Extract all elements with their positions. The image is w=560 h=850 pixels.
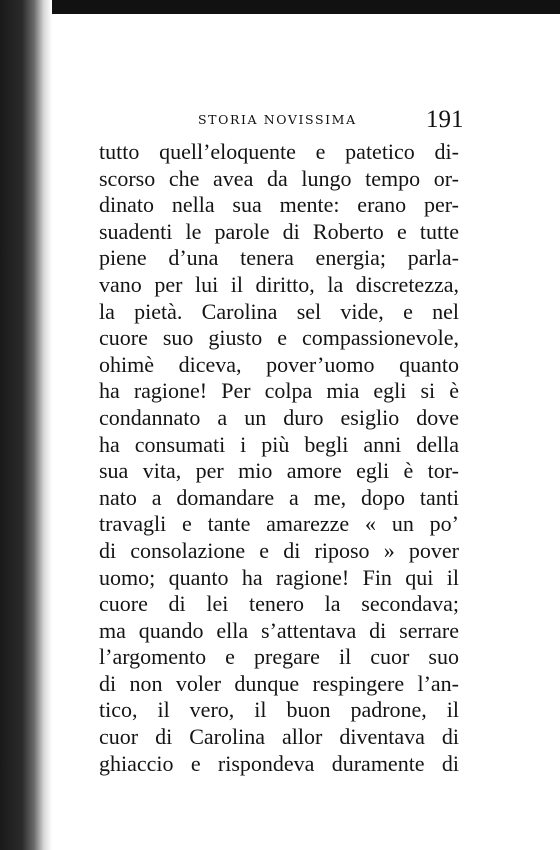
text-line: condannato a un duro esiglio dove: [99, 404, 459, 430]
text-line: nato a domandare a me, dopo tanti: [99, 484, 459, 510]
text-line: di consolazione e di riposo » pover: [99, 537, 459, 563]
text-line: suadenti le parole di Roberto e tutte: [99, 218, 459, 244]
text-line: travagli e tante amarezze « un po’: [99, 511, 459, 537]
body-text: [99, 139, 459, 777]
scan-edge-top: [0, 0, 560, 14]
text-line: l’argomento e pregare il cuor suo: [99, 644, 459, 670]
text-line: ha ragione! Per colpa mia egli si è: [99, 378, 459, 404]
running-title: STORIA NOVISSIMA: [198, 112, 357, 127]
text-line: ma quando ella s’attentava di serrare: [99, 617, 459, 643]
text-line: cuore suo giusto e compassionevole,: [99, 325, 459, 351]
text-line: tutto quell’eloquente e patetico di-: [99, 139, 459, 164]
text-line: cuor di Carolina allor diventava di: [99, 724, 459, 750]
text-line: sua vita, per mio amore egli è tor-: [99, 458, 459, 484]
text-line: dinato nella sua mente: erano per-: [99, 192, 459, 218]
text-line: piene d’una tenera energia; parla-: [99, 245, 459, 271]
text-line: scorso che avea da lungo tempo or-: [99, 165, 459, 191]
binding-gutter-shadow: [0, 0, 52, 850]
text-line: la pietà. Carolina sel vide, e nel: [99, 298, 459, 324]
text-line: vano per lui il diritto, la discretezza,: [99, 271, 459, 297]
text-line: ha consumati i più begli anni della: [99, 431, 459, 457]
text-line: tico, il vero, il buon padrone, il: [99, 697, 459, 723]
text-line: cuore di lei tenero la secondava;: [99, 591, 459, 617]
text-line: di non voler dunque respingere l’an-: [99, 670, 459, 696]
text-line: ohimè diceva, pover’uomo quanto: [99, 351, 459, 377]
text-line: ghiaccio e rispondeva duramente di: [99, 750, 459, 776]
text-line: uomo; quanto ha ragione! Fin qui il: [99, 564, 459, 590]
page-number: 191: [426, 106, 464, 133]
